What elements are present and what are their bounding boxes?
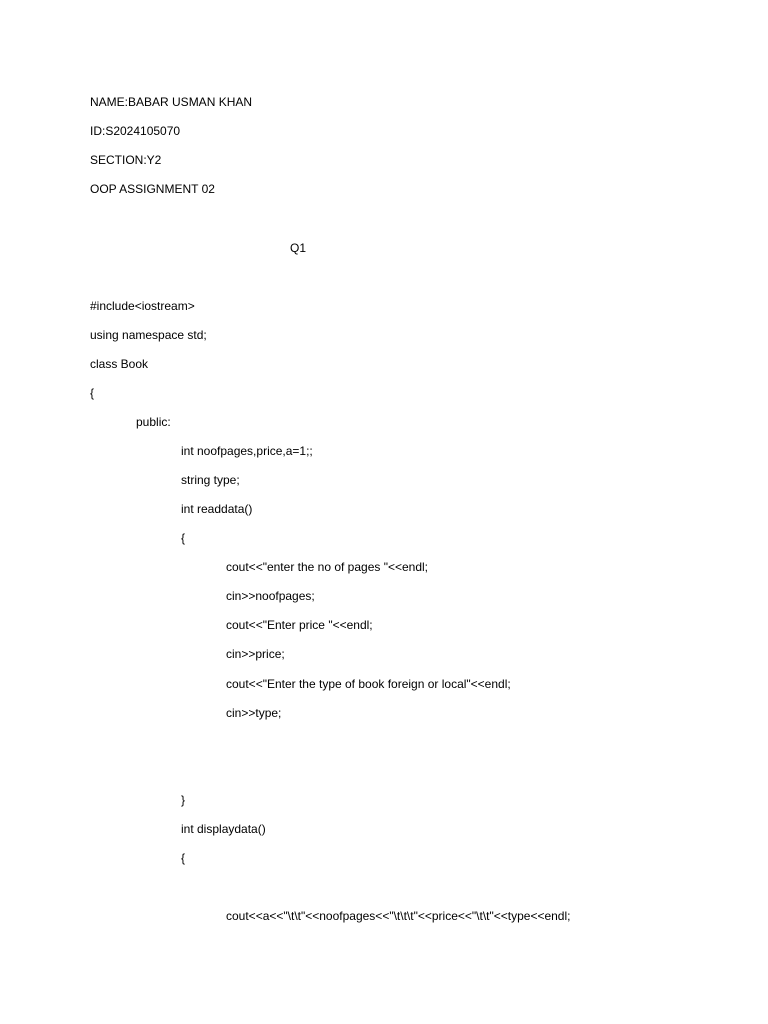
code-line: {	[181, 851, 186, 865]
code-line: cout<<"Enter price "<<endl;	[226, 618, 373, 632]
student-section: SECTION:Y2	[90, 153, 162, 167]
code-line: {	[181, 531, 186, 545]
code-line: #include<iostream>	[90, 299, 195, 313]
student-id: ID:S2024105070	[90, 124, 181, 138]
code-line: using namespace std;	[90, 328, 207, 342]
code-line: string type;	[181, 473, 240, 487]
code-line: {	[90, 386, 95, 400]
code-line: int displaydata()	[181, 822, 266, 836]
code-line: cout<<a<<"\t\t"<<noofpages<<"\t\t\t"<<price<<"\t\t"<<type<<endl;	[226, 909, 571, 923]
code-line: cout<<"Enter the type of book foreign or local"<<endl;	[226, 677, 511, 691]
code-line: cin>>type;	[226, 706, 282, 720]
assignment-title: OOP ASSIGNMENT 02	[90, 182, 215, 196]
code-line: int readdata()	[181, 502, 253, 516]
code-line: cin>>price;	[226, 647, 285, 661]
code-line: cout<<"enter the no of pages "<<endl;	[226, 560, 429, 574]
code-line: public:	[136, 415, 171, 429]
student-name: NAME:BABAR USMAN KHAN	[90, 95, 253, 109]
code-line: }	[181, 793, 186, 807]
code-line: int noofpages,price,a=1;;	[181, 444, 313, 458]
question-title: Q1	[290, 241, 307, 255]
code-line: class Book	[90, 357, 149, 371]
code-line: cin>>noofpages;	[226, 589, 315, 603]
